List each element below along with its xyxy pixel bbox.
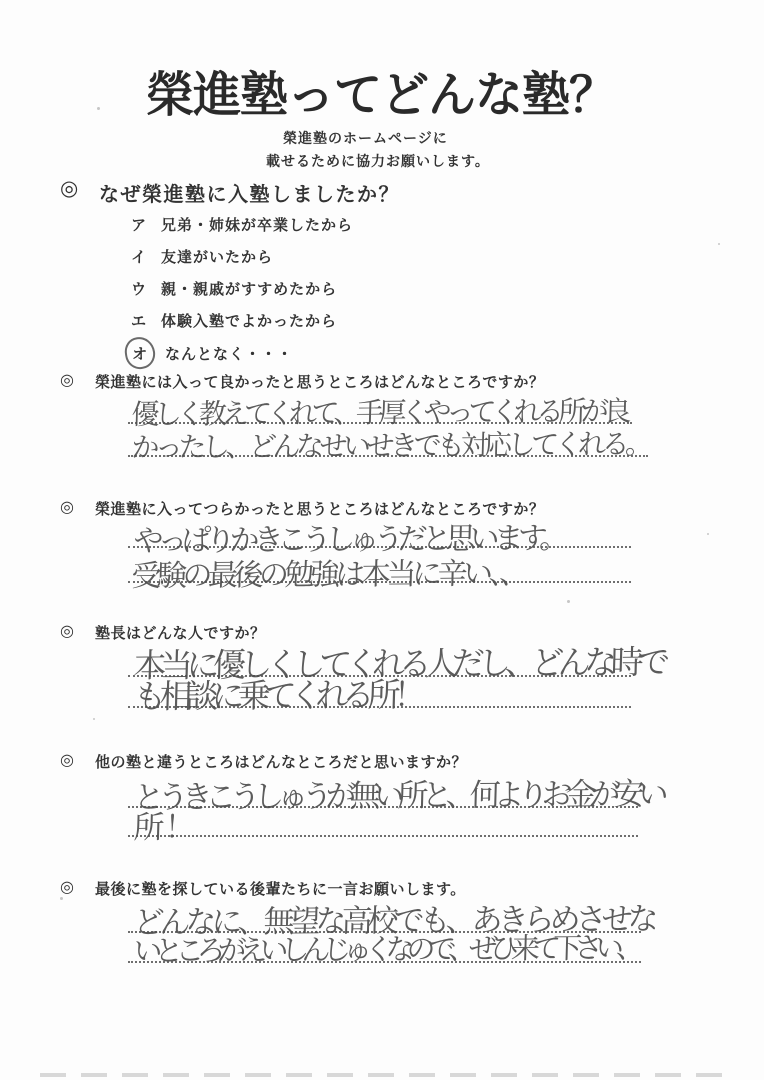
q4-bullet-icon: ◎	[60, 621, 74, 640]
q1-option-o-handdrawn-circle	[123, 335, 157, 371]
q1-option-a-letter: ア	[131, 216, 147, 234]
scan-speck	[707, 533, 709, 535]
q6-handwritten-answer-line-2: いところがえいしんじゅくなので、ぜひ来て下さい、	[133, 930, 638, 969]
q3-question: 榮進塾に入ってつらかったと思うところはどんなところですか？	[95, 500, 545, 518]
q1-option-i-letter: イ	[131, 248, 147, 266]
q6-bullet-icon: ◎	[60, 877, 74, 896]
page-title: 榮進塾ってどんな塾？	[146, 67, 617, 123]
q1-option-o-letter: オ	[132, 344, 148, 363]
q1-bullet-icon: ◎	[60, 176, 79, 200]
q1-option-e-letter: エ	[131, 312, 147, 330]
q1-option-i	[131, 246, 273, 267]
q1-question: なぜ榮進塾に入塾しましたか？	[99, 182, 400, 206]
q4-question: 塾長はどんな人ですか？	[95, 624, 266, 642]
q1-option-a	[131, 214, 353, 235]
q6-question: 最後に塾を探している後輩たちに一言お願いします。	[95, 880, 466, 898]
q1-option-o	[131, 337, 293, 369]
scan-speck	[60, 897, 63, 900]
q5-question: 他の塾と違うところはどんなところだと思いますか？	[95, 753, 468, 771]
q1-option-u-letter: ウ	[131, 280, 147, 298]
q1-option-a-label: 兄弟・姉妹が卒業したから	[161, 216, 354, 234]
q2-handwritten-answer-line-2: かったし、どんなせいせきでも対応してくれる。	[131, 427, 650, 465]
q1-option-u-label: 親・親戚がすすめたから	[161, 280, 338, 298]
q2-question: 榮進塾には入って良かったと思うところはどんなところですか？	[95, 373, 545, 391]
q5-handwritten-answer-line-2: 所！	[133, 809, 197, 846]
scan-bottom-edge	[40, 1073, 732, 1077]
q3-handwritten-answer-line-1: やっぱりかきこうしゅうだと思います。	[133, 521, 564, 559]
scan-speck	[718, 243, 720, 245]
q2-bullet-icon: ◎	[60, 370, 74, 389]
q5-answer-line-2-rule	[128, 835, 638, 837]
q6-handwritten-answer-line-1: どんなに、無望な高校でも、あきらめさせな	[133, 901, 655, 941]
subtitle-line-1: 榮進塾のホームページに	[283, 131, 448, 147]
q4-handwritten-answer-line-2: も相談に乗てくれる所！	[133, 675, 421, 717]
q1-option-i-label: 友達がいたから	[161, 248, 274, 266]
q1-option-o-label: なんとなく・・・	[165, 344, 294, 363]
q3-bullet-icon: ◎	[60, 497, 74, 516]
q2-handwritten-answer-line-1: 優しく教えてくれて、手厚くやってくれる所が良	[131, 394, 627, 432]
q4-handwritten-answer-line-1: 本当に優しくしてくれる人だし、どんな時で	[133, 642, 665, 686]
q5-bullet-icon: ◎	[60, 750, 74, 769]
subtitle-line-2: 載せるために協力お願いします。	[266, 154, 490, 170]
q1-option-e-label: 体験入塾でよかったから	[161, 312, 338, 330]
scan-speck	[567, 600, 570, 603]
q5-handwritten-answer-line-1: とうきこうしゅうが無い所と、何よりお金が安い	[133, 776, 663, 816]
scan-speck	[97, 107, 100, 110]
q3-handwritten-answer-line-2: 受験の最後の勉強は本当に辛い、、	[131, 556, 526, 594]
q1-option-e	[131, 310, 337, 331]
q1-option-u	[131, 278, 337, 299]
scan-speck	[93, 718, 95, 720]
